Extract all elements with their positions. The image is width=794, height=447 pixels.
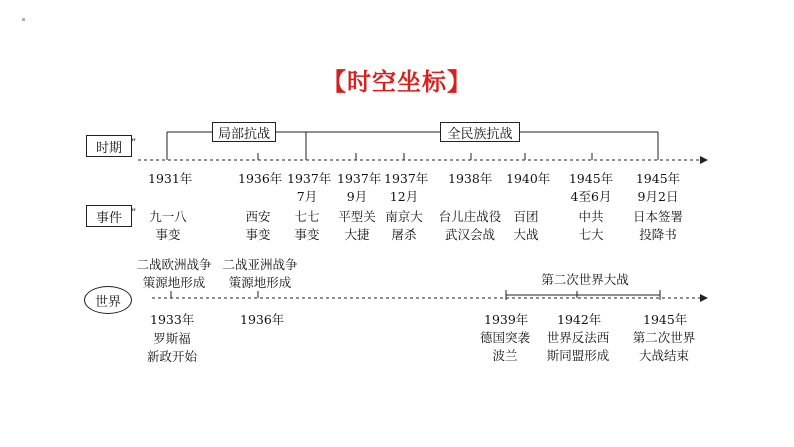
world-row-label [84,286,132,314]
china-date: 1937年 7月 [287,171,332,204]
world-date: 1933年 [150,312,195,327]
world-event: 德国突袭 波兰 [479,330,530,363]
china-event: 西安 事变 [245,209,271,242]
china-event: 九一八 事变 [149,209,187,242]
period-row-marker: ” [131,138,137,149]
period-row-label [86,135,132,157]
china-event: 中共 七大 [578,209,604,242]
world-row-label-text: 世界 [94,294,121,310]
china-axis-ticks [258,153,592,160]
ww2-label: 第二次世界大战 [541,272,629,287]
china-date: 1936年 [238,171,283,186]
events-row-marker: ” [131,208,137,219]
china-date: 1945年 9月2日 [635,171,681,204]
china-date: 1931年 [148,171,193,186]
china-axis-arrow [700,156,708,164]
china-date: 1937年 9月 [337,171,382,204]
world-date: 1945年 [643,312,688,327]
china-event: 南京大 屠杀 [385,209,423,242]
china-event: 百团 大战 [513,209,539,242]
china-date: 1945年 4至6月 [568,171,614,204]
china-date: 1937年 12月 [384,171,429,204]
period-label: 全民族抗战 [447,126,513,142]
world-date: 1939年 [484,312,529,327]
china-date: 1940年 [506,171,551,186]
china-event: 平型关 大捷 [338,209,376,242]
world-date: 1942年 [557,312,602,327]
china-date: 1938年 [448,171,493,186]
china-event: 日本签署 投降书 [632,209,683,242]
events-row-label [86,205,132,227]
period-national-war [440,122,520,142]
events-row-label-text: 事件 [95,210,122,226]
period-local-war [212,122,276,142]
world-origin-europe: 二战欧洲战争 策源地形成 [136,257,212,290]
china-event: 台儿庄战役 武汉会战 [438,209,502,242]
period-row-label-text: 时期 [95,140,122,156]
world-date: 1936年 [240,312,285,327]
world-origin-asia: 二战亚洲战争 策源地形成 [222,257,298,290]
world-event: 第二次世界 大战结束 [632,330,696,363]
world-event: 世界反法西 斯同盟形成 [546,330,610,363]
world-event: 罗斯福 新政开始 [146,331,197,364]
period-label: 局部抗战 [217,126,270,142]
china-event: 七七 事变 [294,209,320,242]
page-title: 【时空坐标】 [322,68,472,96]
world-axis-arrow [700,294,708,302]
